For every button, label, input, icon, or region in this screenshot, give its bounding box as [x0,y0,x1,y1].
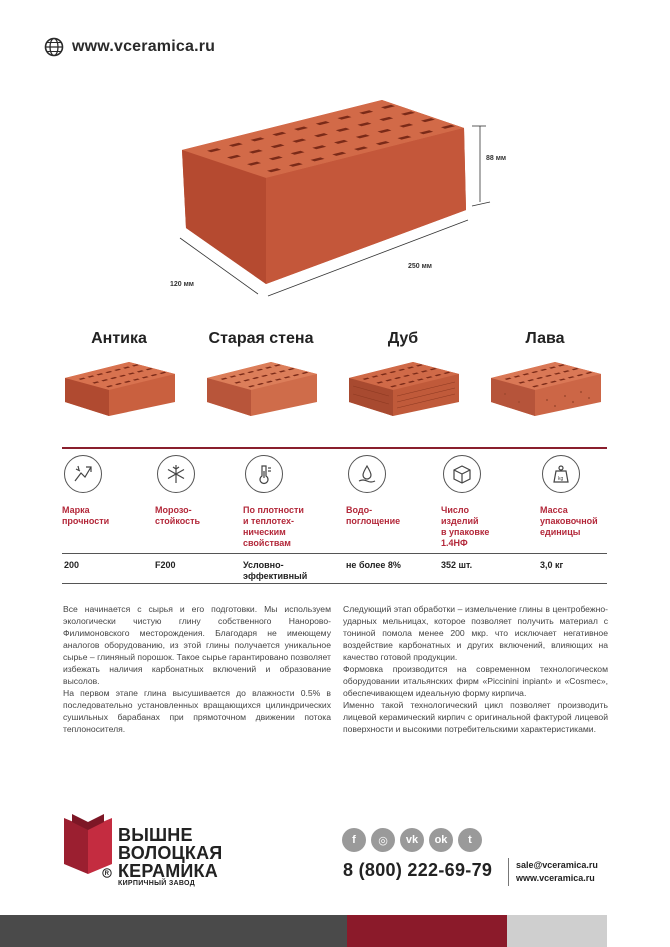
site-link[interactable]: www.vceramica.ru [516,873,595,883]
texture-antika [54,330,184,418]
spec-package-weight [540,455,630,538]
spec-value-water: не более 8% [346,560,401,570]
brand-subtitle: КИРПИЧНЫЙ ЗАВОД [118,880,195,887]
facebook-icon[interactable]: f [342,828,366,852]
spec-frost [155,455,245,527]
hero-brick-illustration [150,84,530,314]
site-url[interactable]: www.vceramica.ru [72,38,216,55]
spec-value-frost: F200 [155,560,176,570]
spec-label: По плотности и теплотех- ническим свойствам [243,505,304,548]
texture-name: Антика [91,330,147,347]
thermometer-icon [245,455,283,493]
header [44,36,215,58]
dim-length: 250 мм [408,263,432,270]
brick-lava-image [485,356,605,418]
spec-label: Морозо- стойкость [155,505,201,526]
spec-label: Марка прочности [62,505,110,526]
texture-lava [480,330,610,418]
texture-name: Дуб [387,330,419,347]
water-drop-icon [348,455,386,493]
bar-segment-dark [0,915,347,947]
company-logo [62,812,222,892]
texture-name: Лава [525,330,565,347]
spec-table-top-rule [62,447,607,449]
paragraph: Все начинается с сырья и его подготовки. Мы используем экологически чистую глину собственного Нанорово-Филимоновского месторождения. Благодаря не имеющему аналогов оборудованию, из этой глины получается уникальное сырье – глиняный порошок. Такое сырье гарантировано позволяет избежать наличия карбонатных включений и образование высолов. [63,604,331,686]
spec-label: Водо- поглощение [346,505,401,526]
brick-staraya-stena-image [201,356,321,418]
text-column-right [343,603,608,735]
spec-value-package-weight: 3,0 кг [540,560,564,570]
bar-segment-white [607,915,670,947]
svg-text:R: R [104,871,109,878]
paragraph: Именно такой технологический цикл позволяет производить лицевой керамический кирпич с оригинальной фактурой лицевой поверхности и высокими потребительскими характеристиками. [343,700,608,734]
vk-icon[interactable]: vk [400,828,424,852]
spec-thermal [243,455,333,549]
instagram-icon[interactable]: ◎ [371,828,395,852]
spec-value-thermal: Условно- эффективный [243,560,308,581]
dim-width: 120 мм [170,281,194,288]
contacts [516,859,598,885]
odnoklassniki-icon[interactable]: ok [429,828,453,852]
twitter-icon[interactable]: t [458,828,482,852]
paragraph: На первом этапе глина высушивается до влажности 0.5% в последовательно установленных вращающихся цилиндрических сушильных барабанах при прямоточном движении потока теплоносителя. [63,688,331,734]
spec-table-mid-rule [62,553,607,554]
social-links [342,828,482,852]
brick-dub-image [343,356,463,418]
spec-package-count [441,455,531,549]
phone-number[interactable]: 8 (800) 222-69-79 [343,860,493,880]
spec-strength [62,455,152,527]
paragraph: Следующий этап обработки – измельчение глины в центробежно-ударных мельницах, которое позволяет получить материал с тониной помола менее 200 мкр. что исключает негативное воздействие карбонатных и других включений, влияющих на качество готовой продукции. [343,604,608,662]
spec-value-strength: 200 [64,560,80,570]
spec-label: Число изделий в упаковке 1.4НФ [441,505,490,548]
spec-water [346,455,436,527]
texture-staraya-stena [196,330,326,418]
registered-mark-icon [102,868,112,878]
spec-label: Масса упаковочной единицы [540,505,598,537]
email-link[interactable]: sale@vceramica.ru [516,860,598,870]
snowflake-icon [157,455,195,493]
dim-height: 88 мм [486,155,507,162]
bar-segment-light [507,915,607,947]
strength-icon [64,455,102,493]
bar-segment-red [347,915,507,947]
brick-antika-image [59,356,179,418]
spec-value-package-count: 352 шт. [441,560,473,570]
texture-dub [338,330,468,418]
spec-table-bottom-rule [62,583,607,584]
contact-divider [508,858,509,886]
box-icon [443,455,481,493]
text-column-left [63,603,331,735]
texture-name: Старая стена [208,330,314,347]
bottom-color-bar [0,915,670,947]
paragraph: Формовка производится на современном технологическом оборудовании итальянских фирм «Piccinini inpiant» и «Cosmec», обеспечивающем идеальную форму кирпича. [343,664,608,698]
globe-icon [44,37,64,57]
weight-icon [542,455,580,493]
svg-text:kg: kg [558,476,564,482]
brand-name: ВЫШНЕ ВОЛОЦКАЯ КЕРАМИКА КИРПИЧНЫЙ ЗАВОД [118,825,223,887]
